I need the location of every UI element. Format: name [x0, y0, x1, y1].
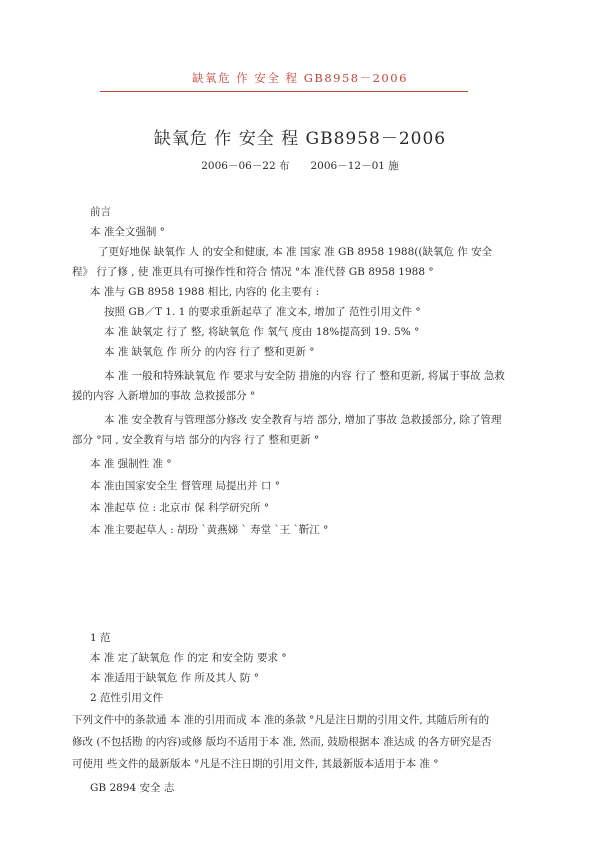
- foreword-heading: 前言: [90, 206, 111, 218]
- section-heading: 1 范: [90, 632, 111, 644]
- foreword-line: 本 准由国家安全生 督管理 局提出并 口 °: [90, 480, 280, 492]
- foreword-line: 本 准全文强制 °: [90, 226, 165, 238]
- foreword-line: 了更好地保 缺氧作 人 的安全和健康, 本 准 国家 准 GB 8958 1988((缺氧危 作 安全: [98, 246, 493, 258]
- document-title: 缺氧危 作 安全 程 GB8958－2006: [153, 129, 447, 149]
- body-line: 本 准适用于缺氧危 作 所及其人 防 °: [90, 672, 259, 684]
- foreword-line: 本 准 一般和特殊缺氧危 作 要求与安全防 措施的内容 行了 整和更新, 将属于事故 急救: [104, 370, 505, 382]
- foreword-line: 部分 °同 , 安全教育与培 部分的内容 行了 整和更新 °: [72, 434, 320, 446]
- body-line: 下列文件中的条款通 本 准的引用而成 本 准的条款 °凡是注日期的引用文件, 其随后所有的: [72, 714, 490, 726]
- body-line: 可使用 些文件的最新版本 °凡是不注日期的引用文件, 其最新版本适用于本 准 °: [72, 758, 439, 770]
- body-line: 本 准 定了缺氧危 作 的定 和安全防 要求 °: [90, 652, 287, 664]
- section-heading: 2 范性引用文件: [90, 692, 164, 704]
- foreword-line: 本 准 缺氧定 行了 整, 将缺氧危 作 氧气 度由 18%提高到 19. 5% °: [104, 326, 420, 338]
- foreword-line: 本 准 安全教育与管理部分修改 安全教育与培 部分, 增加了事故 急救援部分, 除了管理: [104, 414, 502, 426]
- foreword-line: 本 准与 GB 8958 1988 相比, 内容的 化主要有 :: [90, 286, 320, 298]
- foreword-line: 本 准主要起草人 : 胡玢 `黄燕娣 ` 寿堂 `王 `靳江 °: [90, 524, 329, 536]
- foreword-line: 本 准 强制性 准 °: [90, 458, 172, 470]
- foreword-line: 本 准起草 位 : 北京市 保 科学研究所 °: [90, 502, 270, 514]
- header-divider: [100, 91, 468, 92]
- foreword-line: 按照 GB／T 1. 1 的要求重新起草了 准文本, 增加了 范性引用文件 °: [104, 306, 421, 318]
- foreword-line: 程》 行了修 , 使 准更具有可操作性和符合 情况 °本 准代替 GB 8958 1988 °: [72, 266, 434, 278]
- foreword-line: 援的内容 入新增加的事故 急救援部分 °: [72, 390, 256, 402]
- running-header: 缺氧危 作 安全 程 GB8958－2006: [192, 71, 408, 85]
- body-line: 修改 (不包括勘 的内容)或修 版均不适用于本 准, 然而, 鼓励根据本 准达成 的各方研究是否: [72, 736, 492, 748]
- body-line: GB 2894 安全 志: [90, 782, 175, 794]
- foreword-line: 本 准 缺氧危 作 所分 的内容 行了 整和更新 °: [104, 346, 315, 358]
- publication-dates: 2006－06－22 布 2006－12－01 施: [201, 160, 399, 172]
